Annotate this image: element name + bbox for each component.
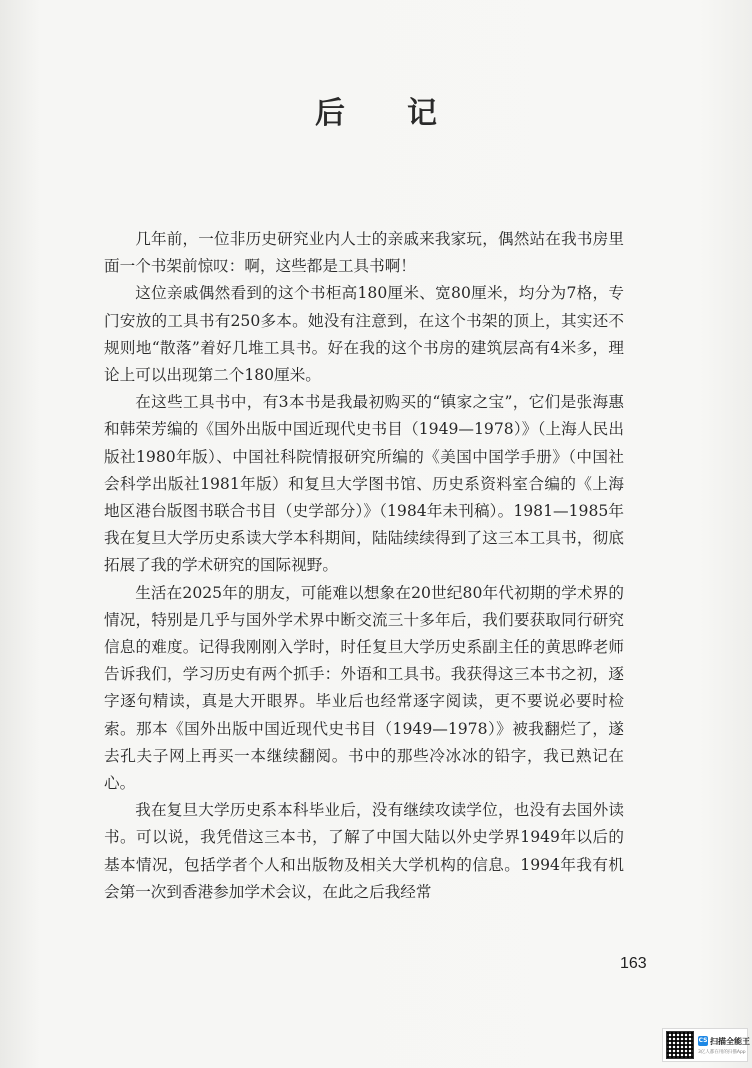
page-number: 163 xyxy=(620,955,647,972)
paragraph: 这位亲戚偶然看到的这个书柜高180厘米、宽80厘米，均分为7格，专门安放的工具书有250多本。她没有注意到，在这个书架的顶上，其实还不规则地“散落”着好几堆工具书。好在我的这个书房的建筑层高有4米多，理论上可以出现第二个180厘米。 xyxy=(104,284,624,385)
watermark-app-name: 扫描全能王 xyxy=(710,1036,750,1046)
watermark-tagline: 3亿人都在用的扫描App xyxy=(698,1049,746,1055)
camscanner-logo-icon: CS xyxy=(698,1037,708,1044)
paragraph: 在这些工具书中，有3本书是我最初购买的“镇家之宝”，它们是张海惠和韩荣芳编的《国外出版中国近现代史书目（1949—1978）》（上海人民出版社1980年版）、中国社科院情报研究所编的《美国中国学手册》（中国社会科学出版社1981年版）和复旦大学图书馆、历史系资料室合编的《上海地区港台版图书联合书目（史学部分）》（1984年未刊稿）。1981—1985年我在复旦大学历史系读大学本科期间，陆陆续续得到了这三本工具书，彻底拓展了我的学术研究的国际视野。 xyxy=(104,393,624,575)
paragraph: 几年前，一位非历史研究业内人士的亲戚来我家玩，偶然站在我书房里面一个书架前惊叹：啊，这些都是工具书啊！ xyxy=(104,230,624,276)
paragraph: 我在复旦大学历史系本科毕业后，没有继续攻读学位，也没有去国外读书。可以说，我凭借这三本书，了解了中国大陆以外史学界1949年以后的基本情况，包括学者个人和出版物及相关大学机构的信息。1994年我有机会第一次到香港参加学术会议，在此之后我经常 xyxy=(104,801,624,901)
paragraph: 生活在2025年的朋友，可能难以想象在20世纪80年代初期的学术界的情况，特别是几乎与国外学术界中断交流三十多年后，我们要获取同行研究信息的难度。记得我刚刚入学时，时任复旦大学历史系副主任的黄思晔老师告诉我们，学习历史有两个抓手：外语和工具书。我获得这三本书之初，逐字逐句精读，真是大开眼界。毕业后也经常逐字阅读，更不要说必要时检索。那本《国外出版中国近现代史书目（1949—1978）》被我翻烂了，遂去孔夫子网上再买一本继续翻阅。书中的那些冷冰冰的铅字，我已熟记在心。 xyxy=(104,583,624,793)
page-title: 后记 xyxy=(315,96,499,131)
watermark-text xyxy=(698,1036,750,1055)
scanner-watermark xyxy=(662,1028,748,1062)
qr-code-icon xyxy=(666,1031,694,1059)
body-text xyxy=(104,226,624,906)
